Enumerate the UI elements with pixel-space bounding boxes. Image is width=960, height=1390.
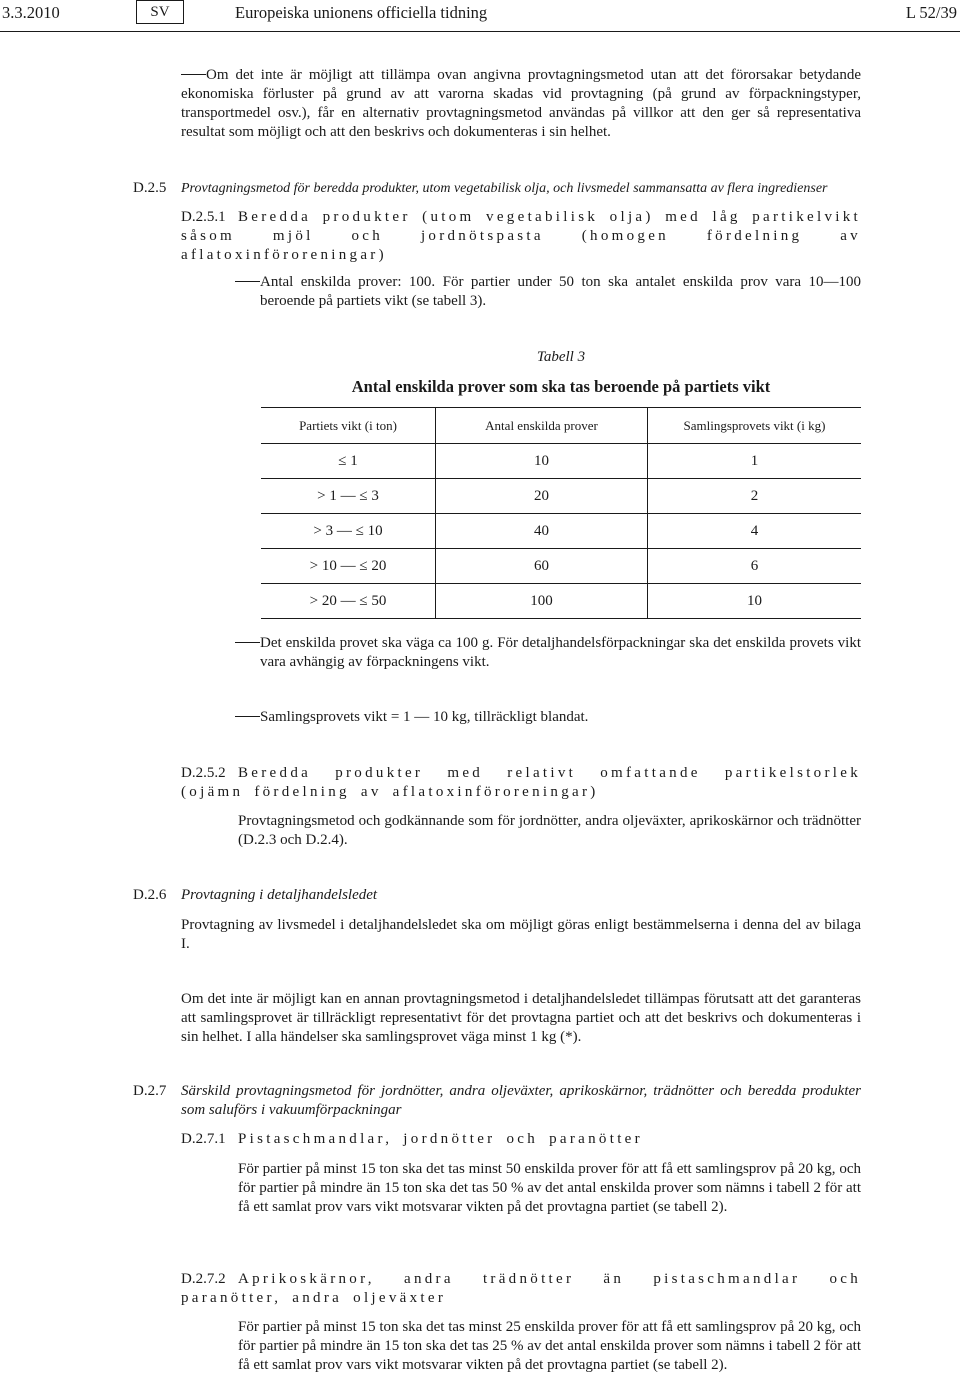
- table-caption: Tabell 3: [536, 349, 586, 365]
- table-row: [261, 549, 861, 584]
- section-d272-text: För partier på minst 15 ton ska det tas minst 25 enskilda prover för att få ett samlingsprov på 20 kg, och för partier på mindre än 15 ton ska det tas 25 % av det antal enskilda prover som nämns i tabell 2 för att få ett samlat prov vars vikt motsvarar vikten på det provtagna partiet (se tabell 2).: [238, 1319, 861, 1373]
- table-cell: > 3 — ≤ 10: [261, 514, 436, 549]
- table-cell: 6: [648, 549, 862, 584]
- section-title: Pistaschmandlar, jordnötter och paranötter: [238, 1131, 643, 1147]
- section-title: Provtagningsmetod för beredda produkter, utom vegetabilisk olja, och livsmedel sammansatta av flera ingredienser: [181, 181, 828, 196]
- section-title: Aprikoskärnor, andra trädnötter än pistaschmandlar och paranötter, andra oljeväxter: [181, 1271, 861, 1306]
- sample-quantity-table: [261, 407, 861, 619]
- section-number: D.2.7: [133, 1083, 167, 1099]
- section-number: D.2.5: [133, 180, 167, 196]
- bullet-text: Det enskilda provet ska väga ca 100 g. För detaljhandelsförpackningar ska det enskilda provets vikt vara avhängig av förpackningens vikt.: [260, 635, 861, 670]
- table-cell: > 10 — ≤ 20: [261, 549, 436, 584]
- page-number: L 52/39: [905, 3, 957, 22]
- section-number: D.2.5.2: [181, 765, 226, 781]
- bullet-aggregate-weight: [238, 708, 861, 727]
- section-title: Beredda produkter (utom vegetabilisk olja) med låg partikelvikt såsom mjöl och jordnötspasta (homogen fördelning av aflatoxinföroreningar): [181, 209, 861, 263]
- section-d26-para1: Provtagning av livsmedel i detaljhandelsledet ska om möjligt göras enligt bestämmelserna i denna del av bilaga I.: [181, 917, 861, 952]
- journal-title: Europeiska unionens officiella tidning: [235, 3, 488, 22]
- section-d271-text: För partier på minst 15 ton ska det tas minst 50 enskilda prover för att få ett samlingsprov på 20 kg, och för partier på mindre än 15 ton ska det tas 50 % av det antal enskilda prover som nämns i tabell 2 för att få ett samlat prov vars vikt motsvarar vikten på det provtagna partiet (se tabell 2).: [238, 1161, 861, 1215]
- bullet-sample-count: [238, 273, 861, 311]
- table-cell: > 20 — ≤ 50: [261, 584, 436, 619]
- section-d25: [133, 179, 861, 198]
- section-number: D.2.6: [133, 887, 167, 903]
- section-d27: [133, 1082, 861, 1120]
- table-header-cell: Partiets vikt (i ton): [261, 408, 436, 444]
- table-row: [261, 444, 861, 479]
- language-box: SV: [136, 0, 184, 24]
- dash-icon: [235, 642, 260, 643]
- table-header-row: [261, 408, 861, 444]
- intro-paragraph: Om det inte är möjligt att tillämpa ovan angivna provtagningsmetod utan att det förorsakar betydande ekonomiska förluster på grund av att varorna skadas vid provtagning (på grund av förpackningstyper, transportmedel osv.), får en alternativ provtagningsmetod användas på villkor att den ger så representativa resultat som möjligt och att den beskrivs och dokumenteras i sin helhet.: [181, 67, 861, 140]
- section-d272: [181, 1270, 861, 1308]
- table-cell: > 1 — ≤ 3: [261, 479, 436, 514]
- table-header-cell: Antal enskilda prover: [436, 408, 648, 444]
- section-number: D.2.7.1: [181, 1131, 226, 1147]
- section-number: D.2.5.1: [181, 209, 226, 225]
- section-d271: [181, 1130, 861, 1149]
- table-cell: 4: [648, 514, 862, 549]
- table-row: [261, 479, 861, 514]
- section-title: Beredda produkter med relativt omfattande partikelstorlek (ojämn fördelning av aflatoxinföroreningar): [181, 765, 861, 800]
- dash-icon: [235, 281, 260, 282]
- table-cell: 1: [648, 444, 862, 479]
- table-cell: 100: [436, 584, 648, 619]
- section-title: Särskild provtagningsmetod för jordnötter, andra oljeväxter, aprikoskärnor, trädnötter och beredda produkter som saluförs i vakuumförpackningar: [181, 1083, 861, 1118]
- bullet-sample-weight: [238, 634, 861, 672]
- section-number: D.2.7.2: [181, 1271, 226, 1287]
- table-header-cell: Samlingsprovets vikt (i kg): [648, 408, 862, 444]
- table-cell: ≤ 1: [261, 444, 436, 479]
- table-cell: 20: [436, 479, 648, 514]
- dash-icon: [235, 716, 260, 717]
- table-cell: 10: [436, 444, 648, 479]
- section-d252: [181, 764, 861, 802]
- table-cell: 60: [436, 549, 648, 584]
- table-row: [261, 514, 861, 549]
- table-row: [261, 584, 861, 619]
- bullet-text: Antal enskilda prover: 100. För partier under 50 ton ska antalet enskilda prov vara 10—100 beroende på partiets vikt (se tabell 3).: [260, 274, 861, 309]
- table-cell: 10: [648, 584, 862, 619]
- section-d251: [181, 208, 861, 265]
- bullet-text: Samlingsprovets vikt = 1 — 10 kg, tillräckligt blandat.: [260, 709, 589, 725]
- section-d26-para2: Om det inte är möjligt kan en annan provtagningsmetod i detaljhandelsledet tillämpas förutsatt att det garanteras att samlingsprovet är tillräckligt representativt för det provtagna partiet och att det beskrivs och dokumenteras i sin helhet. I alla händelser ska samlingsprovet väga minst 1 kg (*).: [181, 991, 861, 1045]
- header-date: 3.3.2010: [2, 3, 60, 22]
- table-cell: 40: [436, 514, 648, 549]
- header-rule: [0, 31, 960, 32]
- section-d252-text: Provtagningsmetod och godkännande som för jordnötter, andra oljeväxter, aprikoskärnor och trädnötter (D.2.3 och D.2.4).: [238, 813, 861, 848]
- table-title: Antal enskilda prover som ska tas beroende på partiets vikt: [351, 377, 771, 396]
- section-d26: [133, 886, 861, 905]
- section-title: Provtagning i detaljhandelsledet: [181, 887, 378, 903]
- table-cell: 2: [648, 479, 862, 514]
